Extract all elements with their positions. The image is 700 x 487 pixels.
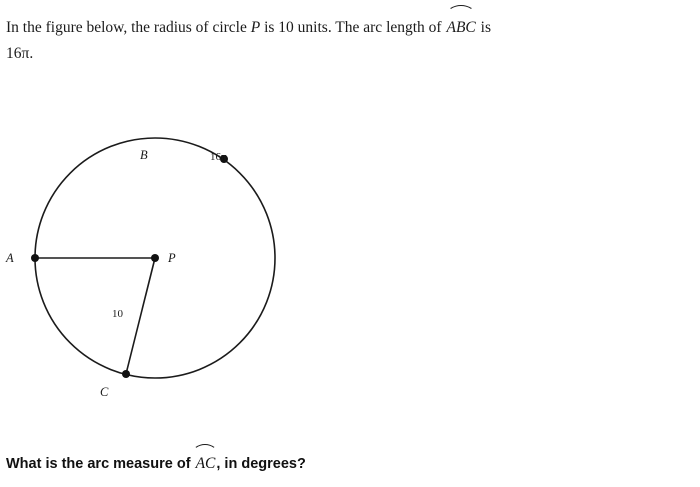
- arc-abc-notation: [446, 14, 475, 41]
- prompt-text-1: In the figure below, the radius of circle: [6, 19, 247, 36]
- arc-cap-icon: [193, 444, 218, 455]
- point-a-dot: [31, 254, 39, 262]
- point-c-dot: [122, 370, 130, 378]
- prompt-arc-value: 16π: [6, 45, 30, 62]
- question-text: [6, 452, 690, 475]
- geometry-figure: [0, 108, 340, 413]
- arc-ac-notation: [196, 452, 216, 475]
- question-text-2: , in degrees?: [216, 456, 306, 472]
- prompt-text-4: .: [29, 45, 34, 62]
- radius-length-label: 10: [112, 308, 123, 320]
- point-a-label: A: [6, 251, 14, 265]
- question-text-1: What is the arc measure of: [6, 456, 191, 472]
- arc-length-label: 16π: [210, 151, 227, 163]
- problem-statement: [6, 14, 690, 67]
- point-c-label: C: [100, 385, 109, 399]
- arc-abc-label: ABC: [446, 19, 476, 36]
- prompt-circle-label: P: [250, 19, 261, 36]
- point-p-dot: [151, 254, 159, 262]
- prompt-text-3: is: [480, 19, 491, 36]
- radius-segment-pc: [126, 258, 155, 374]
- point-p-label: P: [168, 251, 176, 265]
- point-b-label: B: [140, 148, 148, 162]
- arc-cap-icon: [447, 5, 475, 16]
- arc-ac-label: AC: [195, 455, 216, 472]
- prompt-text-2: is 10 units. The arc length of: [264, 19, 442, 36]
